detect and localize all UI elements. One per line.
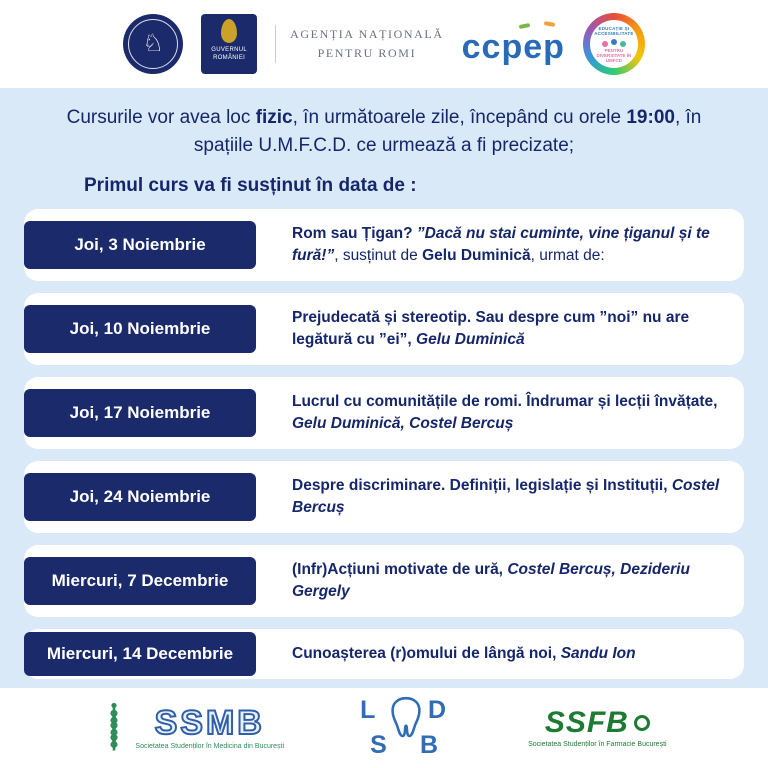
- text-segment: , susținut de: [334, 247, 423, 265]
- course-description: [292, 307, 726, 352]
- anr-line1: AGENȚIA NAȚIONALĂ: [290, 27, 444, 42]
- diversity-logo: [583, 13, 645, 75]
- schedule-row: [24, 545, 744, 617]
- text-segment: Gelu Duminică: [422, 247, 531, 265]
- course-description: [292, 475, 726, 520]
- horse-emblem-icon: ♘: [142, 30, 164, 57]
- course-description: [292, 391, 726, 436]
- schedule-row: [24, 209, 744, 281]
- guvern-label: GUVERNUL ROMÂNIEI: [211, 47, 247, 62]
- schedule-row: [24, 293, 744, 365]
- lsb-letter-b: B: [420, 731, 439, 759]
- text-segment: ”Dacă nu stai cuminte, vine țiganul și te fură!”: [292, 224, 710, 265]
- date-badge: Miercuri, 7 Decembrie: [24, 557, 256, 605]
- text-segment: , în următoarele zile, începând cu orele: [292, 107, 627, 128]
- text-segment: Costel Bercuș: [292, 476, 720, 517]
- ssmb-wordmark: SSMB: [154, 704, 265, 742]
- date-badge: Joi, 10 Noiembrie: [24, 305, 256, 353]
- lsb-letter-s: S: [370, 731, 387, 759]
- course-description: [292, 643, 636, 665]
- text-segment: , în spațiile U.M.F.C.D. ce urmează a fi precizate;: [193, 107, 702, 156]
- rainbow-ring-icon: [583, 13, 645, 75]
- anr-line2: PENTRU ROMI: [317, 46, 417, 60]
- date-badge: Joi, 17 Noiembrie: [24, 389, 256, 437]
- text-segment: Gelu Duminică, Costel Bercuș: [292, 415, 514, 433]
- umfcd-seal-logo: [123, 14, 183, 74]
- people-icon: [611, 39, 617, 45]
- text-segment: , urmat de:: [530, 247, 605, 265]
- ssfb-caption: Societatea Studenților în Farmacie București: [528, 741, 667, 748]
- text-segment: Cunoașterea (r)omului de lângă noi,: [292, 644, 561, 662]
- schedule-list: [0, 209, 768, 679]
- text-segment: Prejudecată și stereotip. Sau despre cum ”noi” nu are legătură cu ”ei”,: [292, 308, 690, 349]
- text-segment: 19:00: [626, 107, 675, 128]
- schedule-row: [24, 377, 744, 449]
- ssmb-caption: Societatea Studenților în Medicina din București: [135, 743, 285, 750]
- header-logos: [0, 0, 768, 88]
- guvernul-romaniei-logo: [201, 14, 257, 74]
- coat-of-arms-icon: [221, 19, 237, 43]
- ssfb-wordmark: SSFB: [544, 706, 629, 739]
- text-segment: Lucrul cu comunitățile de romi. Îndrumar și lecții învățate,: [292, 392, 718, 410]
- text-segment: (Infr)Acțiuni motivate de ură,: [292, 560, 508, 578]
- text-segment: Costel Bercuș, Dezideriu Gergely: [292, 560, 690, 601]
- schedule-heading: Primul curs va fi susținut în data de :: [84, 175, 417, 197]
- ccpep-accent-orange-icon: [544, 21, 556, 27]
- intro-text: [62, 104, 706, 159]
- course-description: [292, 559, 726, 604]
- date-badge: Joi, 3 Noiembrie: [24, 221, 256, 269]
- tooth-icon: [389, 696, 423, 747]
- schedule-row: [24, 629, 744, 679]
- lsb-letter-d: D: [428, 696, 447, 724]
- diversity-ring-text: EDUCAȚIE ȘI ACCESIBILITATE: [594, 25, 634, 36]
- text-segment: Gelu Duminică: [416, 331, 525, 349]
- lsb-letter-l: L: [360, 696, 376, 724]
- globe-leaf-icon: [634, 715, 650, 731]
- ssfb-logo: [528, 708, 667, 748]
- diversity-caption: PENTRU DIVERSITATE ÎN UMFCD: [596, 47, 632, 63]
- caduceus-icon: [101, 701, 127, 755]
- text-segment: Cursurile vor avea loc: [66, 107, 256, 128]
- ssmb-logo: [101, 701, 284, 755]
- date-badge: Joi, 24 Noiembrie: [24, 473, 256, 521]
- text-segment: Rom sau Țigan?: [292, 224, 417, 242]
- text-segment: Sandu Ion: [560, 644, 636, 662]
- dental-society-logo: [356, 696, 456, 760]
- date-badge: Miercuri, 14 Decembrie: [24, 632, 256, 676]
- course-description: [292, 223, 726, 268]
- ccpep-wordmark: ccpep: [461, 27, 565, 66]
- text-segment: fizic: [255, 107, 293, 128]
- agentia-nationala-romi-logo: [275, 25, 444, 62]
- text-segment: Despre discriminare. Definiții, legislație și Instituții,: [292, 476, 672, 494]
- footer-logos: [0, 688, 768, 768]
- schedule-row: [24, 461, 744, 533]
- ccpep-logo: [462, 22, 565, 67]
